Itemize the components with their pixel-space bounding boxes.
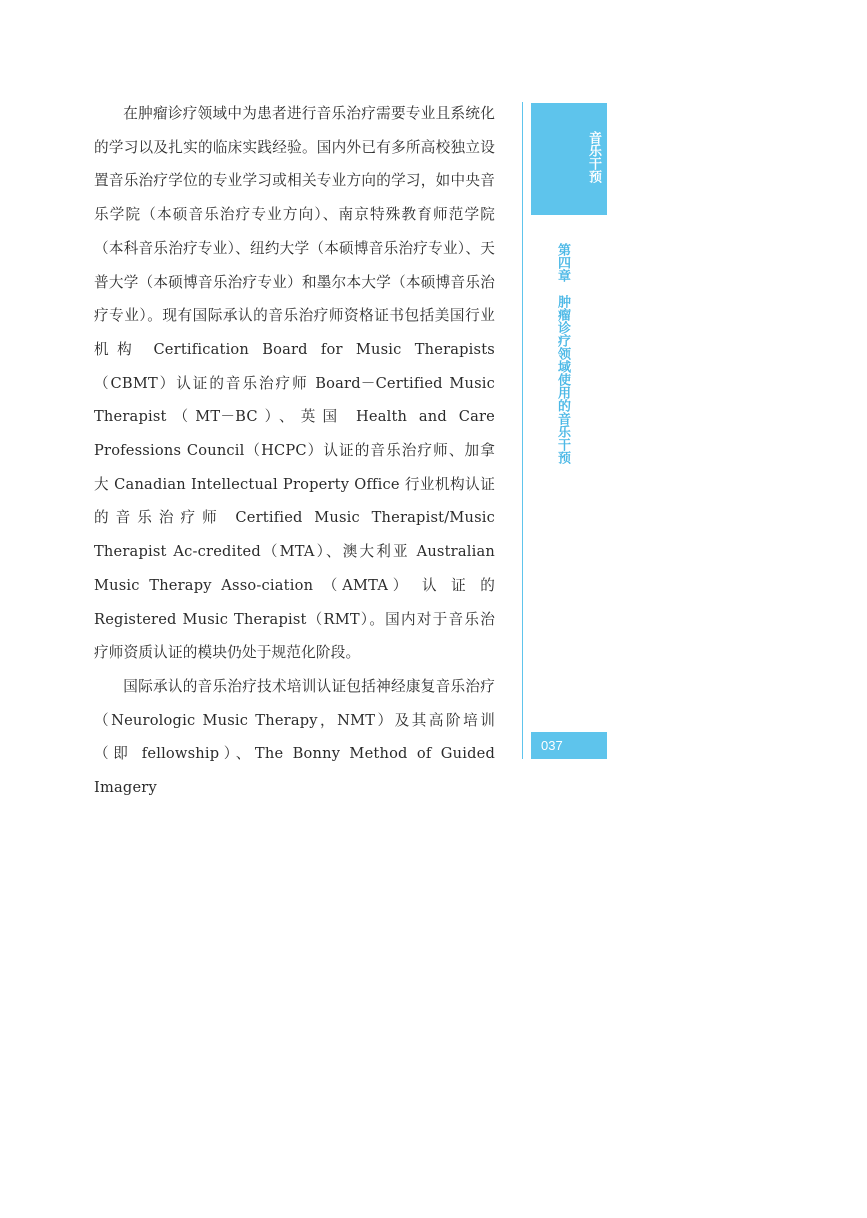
- page-number-box: [531, 732, 607, 759]
- sidebar-divider-line: [522, 102, 523, 759]
- page-number: 037: [541, 738, 563, 753]
- section-tab-label: 音乐干预: [586, 131, 601, 183]
- paragraph-1: 在肿瘤诊疗领域中为患者进行音乐治疗需要专业且系统化的学习以及扎实的临床实践经验。国内外已有多所高校独立设置音乐治疗学位的专业学习或相关专业方向的学习，如中央音乐学院（本硕音乐治疗专业方向）、南京特殊教育师范学院（本科音乐治疗专业）、纽约大学（本硕博音乐治疗专业）、天普大学（本硕博音乐治疗专业）和墨尔本大学（本硕博音乐治疗专业）。现有国际承认的音乐治疗师资格证书包括美国行业机构 Certification Board for Music Therapists（CBMT）认证的音乐治疗师 Board－Certified Music Therapist（MT－BC）、英国 Health and Care Professions Council（HCPC）认证的音乐治疗师、加拿大 Canadian Intellectual Property Office 行业机构认证的音乐治疗师 Certified Music Therapist/Music Therapist Ac-credited（MTA）、澳大利亚 Australian Music Therapy Asso-ciation （AMTA） 认 证 的 Registered Music Therapist（RMT）。国内对于音乐治疗师资质认证的模块仍处于规范化阶段。: [94, 105, 495, 662]
- section-tab: [531, 103, 607, 215]
- chapter-title: 第四章 肿瘤诊疗领域使用的音乐干预: [555, 243, 570, 464]
- body-text: [94, 97, 495, 805]
- paragraph-2: 国际承认的音乐治疗技术培训认证包括神经康复音乐治疗（Neurologic Music Therapy，NMT）及其高阶培训（即 fellowship）、The Bonny Method of Guided Imagery: [94, 677, 495, 797]
